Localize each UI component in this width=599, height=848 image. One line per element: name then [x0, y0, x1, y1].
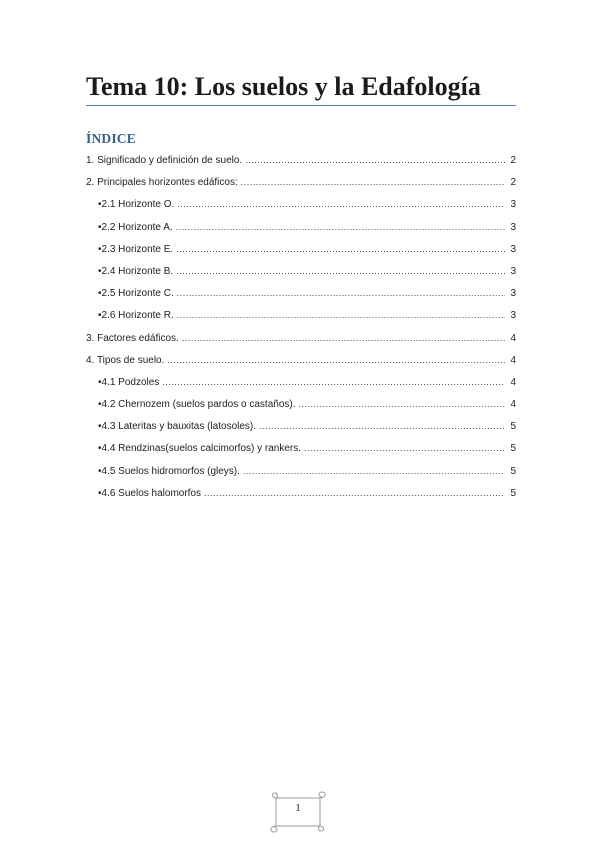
toc-entry-page: 3	[510, 243, 516, 255]
toc-entry[interactable]	[86, 437, 516, 459]
title-underline	[86, 105, 516, 106]
toc-entry[interactable]	[86, 171, 516, 193]
toc-entry[interactable]	[86, 482, 516, 504]
toc-dot-leader	[304, 437, 505, 459]
toc-entry-page: 2	[510, 155, 516, 166]
table-of-contents	[86, 149, 516, 504]
document-title: Tema 10: Los suelos y la Edafología	[86, 72, 481, 101]
toc-dot-leader	[177, 304, 505, 326]
toc-entry[interactable]	[86, 460, 516, 482]
toc-entry-page: 3	[510, 221, 516, 233]
toc-entry-label: 4. Tipos de suelo.	[86, 354, 165, 366]
toc-dot-leader	[167, 349, 505, 371]
toc-entry-label: •4.3 Lateritas y bauxitas (latosoles).	[98, 421, 257, 433]
toc-entry-label: •2.6 Horizonte R.	[98, 310, 174, 322]
toc-dot-leader	[162, 371, 505, 393]
toc-entry-label: •4.1 Podzoles	[98, 376, 160, 388]
toc-entry-page: 4	[510, 354, 516, 366]
toc-entry-page: 3	[510, 288, 516, 300]
toc-entry[interactable]	[86, 349, 516, 371]
toc-entry[interactable]	[86, 371, 516, 393]
toc-entry-page: 4	[510, 332, 516, 344]
toc-entry-label: •2.1 Horizonte O.	[98, 199, 175, 211]
toc-dot-leader	[176, 238, 505, 260]
toc-entry[interactable]	[86, 393, 516, 415]
toc-dot-leader	[204, 482, 505, 504]
toc-dot-leader	[182, 327, 505, 349]
toc-entry-label: 3. Factores edáficos.	[86, 332, 179, 344]
toc-entry[interactable]	[86, 149, 516, 171]
toc-dot-leader	[299, 393, 506, 415]
toc-entry[interactable]	[86, 193, 516, 215]
toc-dot-leader	[176, 260, 505, 282]
toc-entry[interactable]	[86, 304, 516, 326]
toc-entry-page: 4	[510, 376, 516, 388]
toc-dot-leader	[245, 149, 505, 171]
toc-heading: ÍNDICE	[86, 131, 136, 146]
toc-entry[interactable]	[86, 238, 516, 260]
toc-entry-page: 5	[510, 465, 516, 477]
toc-entry-label: •2.4 Horizonte B.	[98, 265, 174, 277]
toc-entry[interactable]	[86, 260, 516, 282]
toc-entry-page: 5	[510, 487, 516, 499]
toc-entry-page: 3	[510, 199, 516, 211]
toc-entry-label: •2.3 Horizonte E.	[98, 243, 174, 255]
toc-entry-label: •4.4 Rendzinas(suelos calcimorfos) y rankers.	[98, 443, 302, 455]
toc-entry[interactable]	[86, 327, 516, 349]
page-number: 1	[295, 802, 301, 814]
toc-entry[interactable]	[86, 282, 516, 304]
toc-dot-leader	[177, 193, 505, 215]
toc-entry-page: 3	[510, 265, 516, 277]
toc-entry-label: •4.5 Suelos hidromorfos (gleys).	[98, 465, 240, 477]
toc-entry-label: •4.6 Suelos halomorfos	[98, 487, 202, 499]
toc-entry-page: 3	[510, 310, 516, 322]
toc-dot-leader	[241, 171, 505, 193]
toc-entry[interactable]	[86, 415, 516, 437]
toc-dot-leader	[243, 460, 505, 482]
toc-entry-label: 1. Significado y definición de suelo.	[86, 155, 243, 166]
toc-dot-leader	[176, 216, 505, 238]
toc-entry-label: •2.2 Horizonte A.	[98, 221, 173, 233]
toc-entry-page: 4	[510, 399, 516, 411]
toc-entry-page: 2	[510, 177, 516, 189]
toc-entry[interactable]	[86, 216, 516, 238]
toc-dot-leader	[259, 415, 505, 437]
toc-entry-label: 2. Principales horizontes edáficos:	[86, 177, 238, 189]
toc-dot-leader	[177, 282, 505, 304]
toc-entry-page: 5	[510, 443, 516, 455]
toc-entry-label: •2.5 Horizonte C.	[98, 288, 174, 300]
toc-entry-page: 5	[510, 421, 516, 433]
toc-entry-label: •4.2 Chernozem (suelos pardos o castaños).	[98, 399, 296, 411]
